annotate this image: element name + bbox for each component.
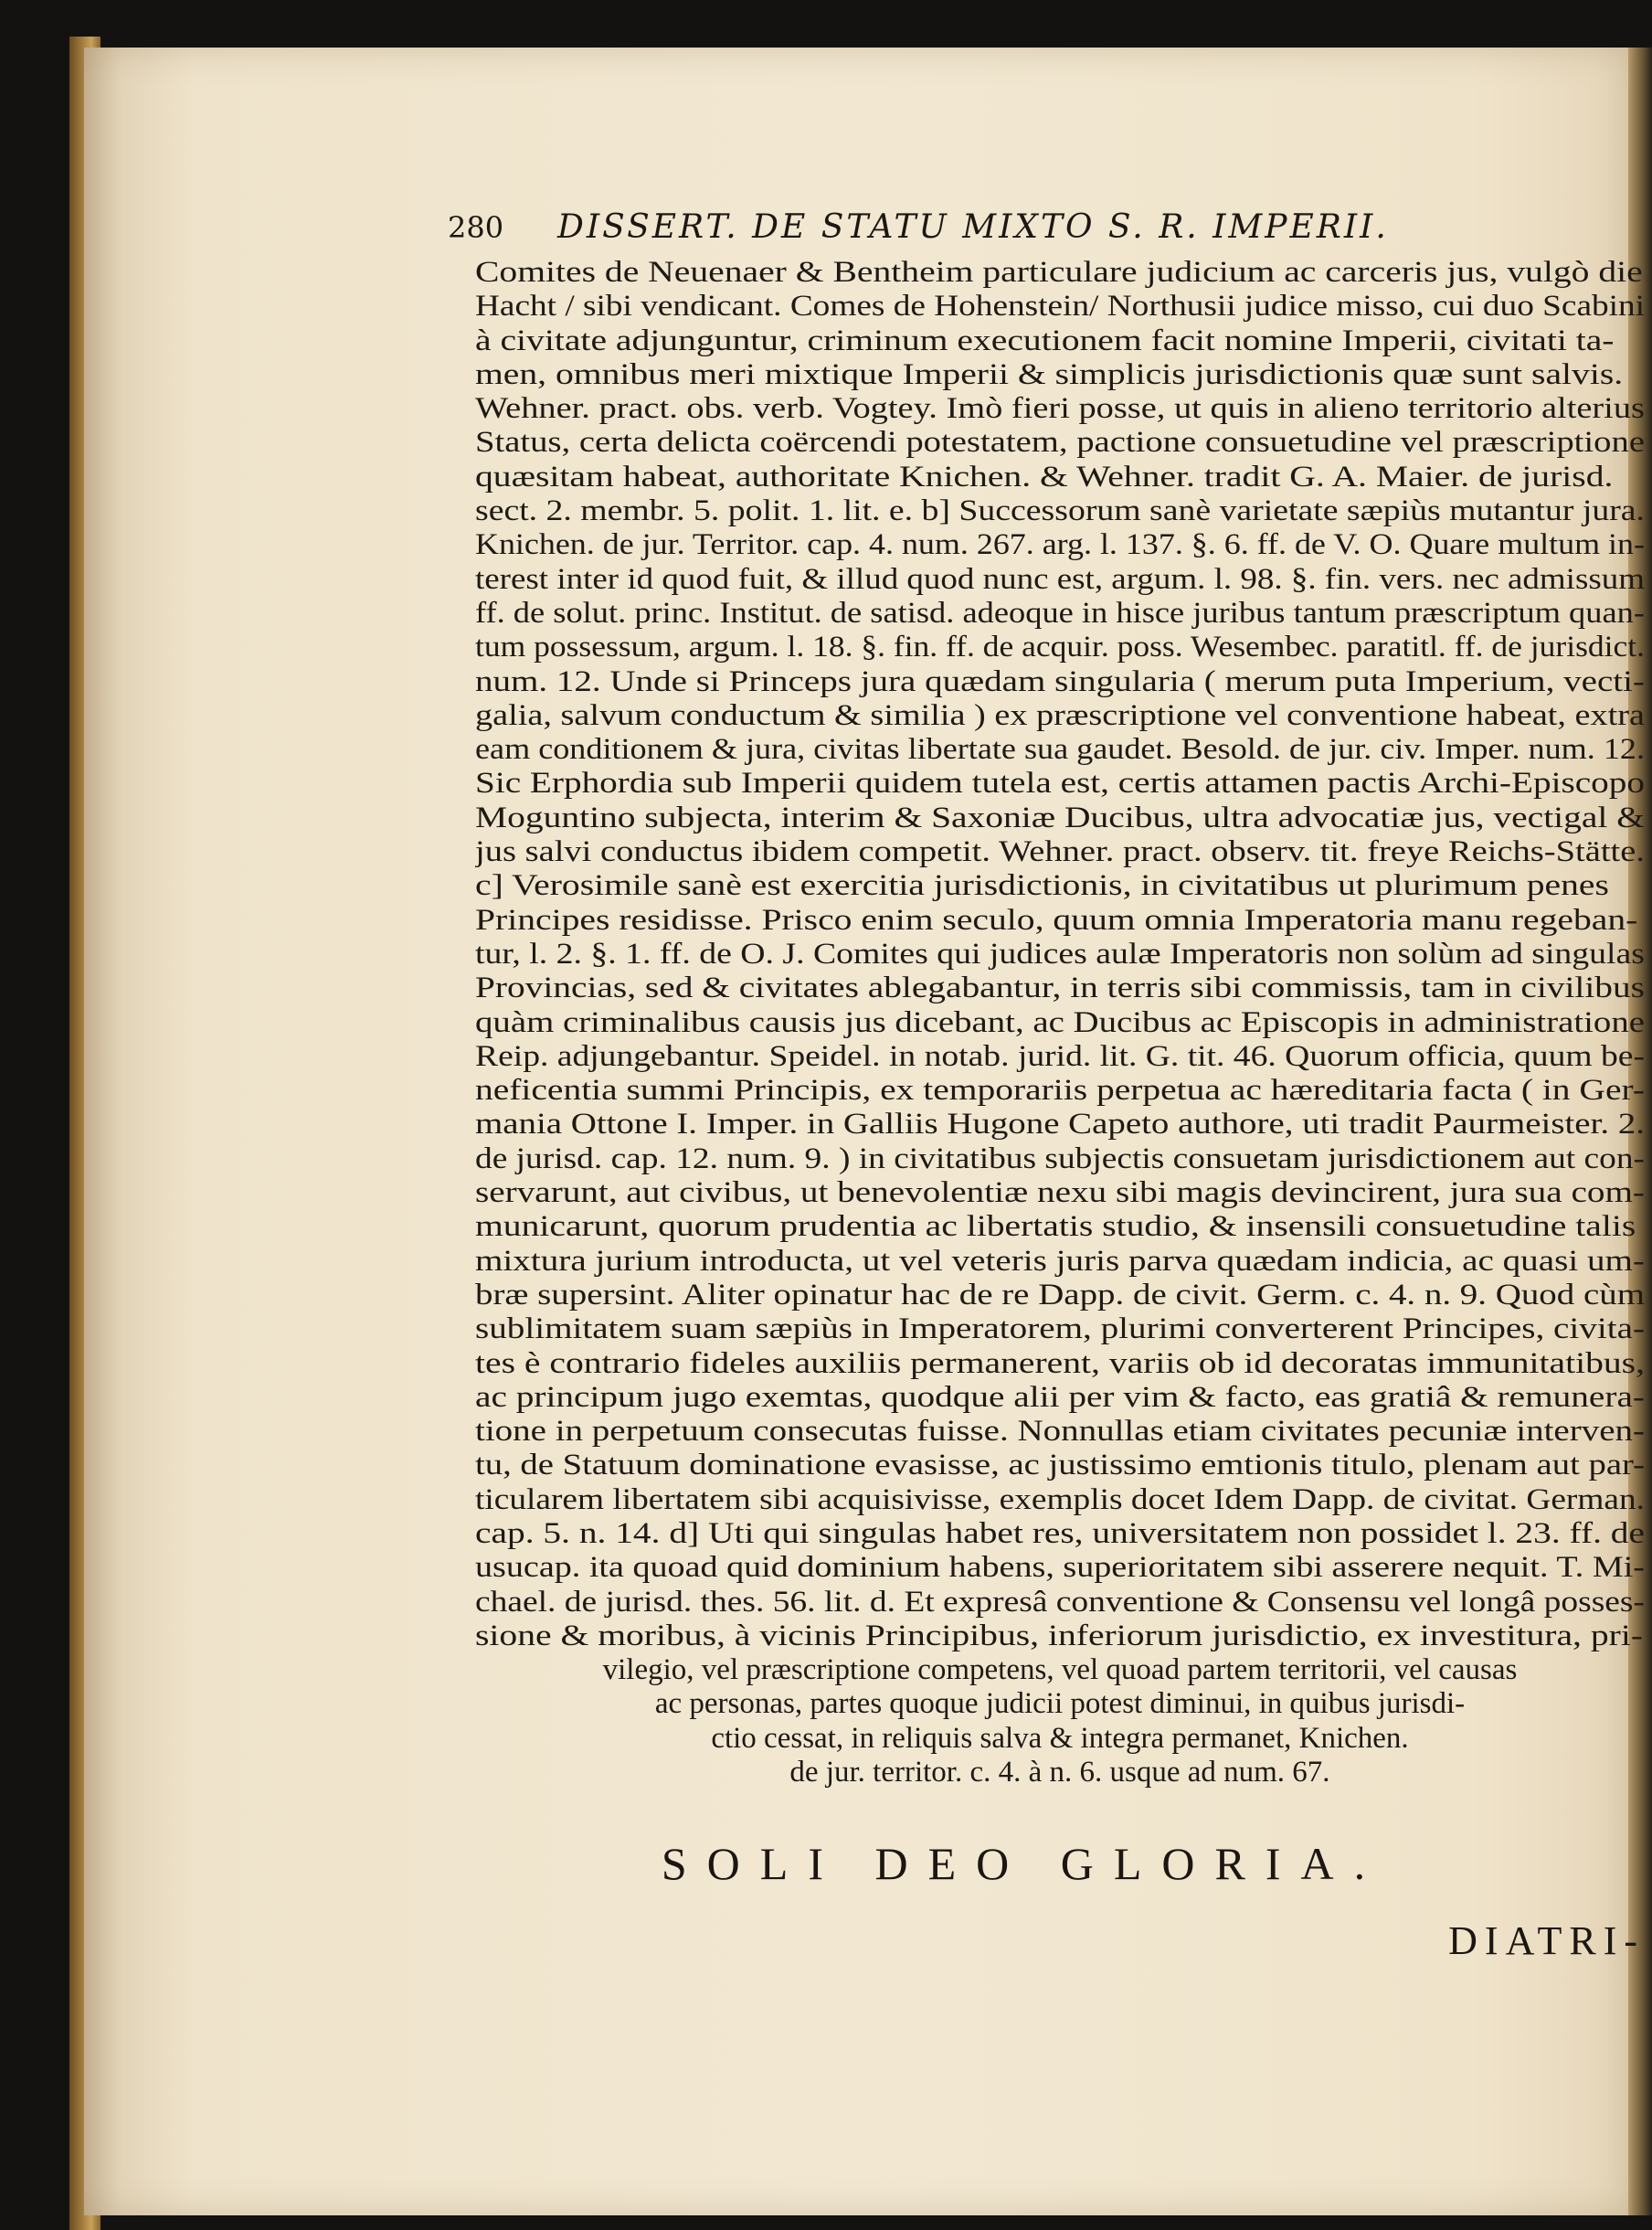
text-line: chael. de jurisd. thes. 56. lit. d. Et expresâ conventione & Consensu vel longâ posses- [475,1585,1645,1619]
text-line: Knichen. de jur. Territor. cap. 4. num. 267. arg. l. 137. §. 6. ff. de V. O. Quare multum in- [475,528,1645,562]
text-line: quàm criminalibus causis jus dicebant, ac Ducibus ac Episcopis in administratione [475,1005,1645,1039]
text-line: tione in perpetuum consecutas fuisse. Nonnullas etiam civitates pecuniæ interven- [475,1415,1645,1449]
text-line: galia, salvum conductum & similia ) ex præscriptione vel conventione habeat, extra [475,698,1645,732]
text-line: Comites de Neuenaer & Bentheim particulare judicium ac carceris jus, vulgò die [475,256,1643,289]
text-line: tes è contrario fideles auxiliis permanerent, variis ob id decoratas immunitatibus, [475,1346,1645,1380]
text-line: tur, l. 2. §. 1. ff. de O. J. Comites qui judices aulæ Imperatoris non solùm ad singulas [475,937,1645,971]
text-line: quæsitam habeat, authoritate Knichen. & Wehner. tradit G. A. Maier. de jurisd. [475,460,1614,494]
text-line: Principes residisse. Prisco enim seculo, quum omnia Imperatoria manu regeban- [475,903,1638,937]
running-title: DISSERT. DE STATU MIXTO S. R. IMPERII. [557,208,1389,246]
body-text [475,256,1645,1789]
text-line: neficentia summi Principis, ex temporariis perpetua ac hæreditaria facta ( in Ger- [475,1074,1645,1108]
text-line: mania Ottone I. Imper. in Galliis Hugone Capeto authore, uti tradit Paurmeister. 2. [475,1108,1645,1142]
text-line: Status, certa delicta coërcendi potestatem, pactione consuetudine vel præscriptione [475,426,1645,460]
text-line: sione & moribus, à vicinis Principibus, inferiorum jurisdictio, ex investitura, pri- [475,1619,1644,1652]
text-line: cap. 5. n. 14. d] Uti qui singulas habet res, universitatem non possidet l. 23. ff. de [475,1516,1645,1550]
text-line: Reip. adjungebantur. Speidel. in notab. jurid. lit. G. tit. 46. Quorum officia, quum be- [475,1039,1645,1073]
closing-line: SOLI DEO GLORIA. [661,1838,1386,1889]
text-line: Hacht / sibi vendicant. Comes de Hohenstein/ Northusii judice misso, cui duo Scabini [475,290,1645,324]
page-number: 280 [448,210,504,245]
text-line: Sic Erphordia sub Imperii quidem tutela est, certis attamen pactis Archi-Episcopo [475,767,1645,801]
text-line: jus salvi conductus ibidem competit. Wehner. pract. observ. tit. freye Reichs-Stätte. [475,835,1645,869]
text-line: de jur. territor. c. 4. à n. 6. usque ad num. 67. [789,1756,1330,1789]
text-line: tu, de Statuum dominatione evasisse, ac justissimo emtionis titulo, plenam aut par- [475,1449,1645,1482]
text-line: ac principum jugo exemtas, quodque alii per vim & facto, eas gratiâ & remunera- [475,1380,1645,1414]
text-line: bræ supersint. Aliter opinatur hac de re Dapp. de civit. Germ. c. 4. n. 9. Quod cùm [475,1278,1645,1311]
text-line: ff. de solut. princ. Institut. de satisd. adeoque in hisce juribus tantum præscriptum quan- [475,596,1645,630]
text-line: tum possessum, argum. l. 18. §. fin. ff. de acquir. poss. Wesembec. paratitl. ff. de jurisdict. [475,631,1645,664]
text-line: usucap. ita quoad quid dominium habens, superioritatem sibi asserere nequit. T. Mi- [475,1551,1645,1585]
text-line: servarunt, aut civibus, ut benevolentiæ nexu sibi magis devincirent, jura sua com- [475,1176,1645,1210]
text-line: Moguntino subjecta, interim & Saxoniæ Ducibus, ultra advocatiæ jus, vectigal & [475,801,1645,834]
text-line: c] Verosimile sanè est exercitia jurisdictionis, in civitatibus ut plurimum penes [475,869,1609,903]
text-line: eam conditionem & jura, civitas libertate sua gaudet. Besold. de jur. civ. Imper. num. 12. [475,733,1645,767]
text-line: ticularem libertatem sibi acquisivisse, exemplis docet Idem Dapp. de civitat. German. [475,1482,1645,1516]
text-line: ac personas, partes quoque judicii potest diminui, in quibus jurisdi- [654,1687,1466,1721]
text-line: municarunt, quorum prudentia ac libertatis studio, & insensili consuetudine talis [475,1210,1636,1244]
running-header [448,208,1590,254]
text-line: num. 12. Unde si Princeps jura quædam singularia ( merum puta Imperium, vecti- [475,664,1645,698]
text-line: mixtura jurium introducta, ut vel veteris juris parva quædam indicia, ac quasi um- [475,1244,1645,1278]
text-line: sublimitatem suam sæpiùs in Imperatorem, plurimi converterent Principes, civita- [475,1312,1645,1346]
text-line: de jurisd. cap. 12. num. 9. ) in civitatibus subjectis consuetam jurisdictionem aut con- [475,1142,1645,1175]
text-line: vilegio, vel præscriptione competens, vel quoad partem territorii, vel causas [602,1653,1518,1687]
text-line: à civitate adjunguntur, criminum executionem facit nomine Imperii, civitati ta- [475,324,1615,357]
text-line: terest inter id quod fuit, & illud quod nunc est, argum. l. 98. §. fin. vers. nec admissum [475,562,1645,596]
text-line: men, omnibus meri mixtique Imperii & simplicis jurisdictionis quæ sunt salvis. [475,357,1624,391]
text-line: Provincias, sed & civitates ablegabantur, in terris sibi commissis, tam in civilibus [475,972,1645,1005]
text-line: ctio cessat, in reliquis salva & integra permanet, Knichen. [711,1721,1409,1755]
catchword: DIATRI- [1448,1918,1645,1963]
text-line: sect. 2. membr. 5. polit. 1. lit. e. b] Successorum sanè varietate sæpiùs mutantur jura. [475,494,1645,528]
text-line: Wehner. pract. obs. verb. Vogtey. Imò fieri posse, ut quis in alieno territorio alterius [475,392,1645,426]
